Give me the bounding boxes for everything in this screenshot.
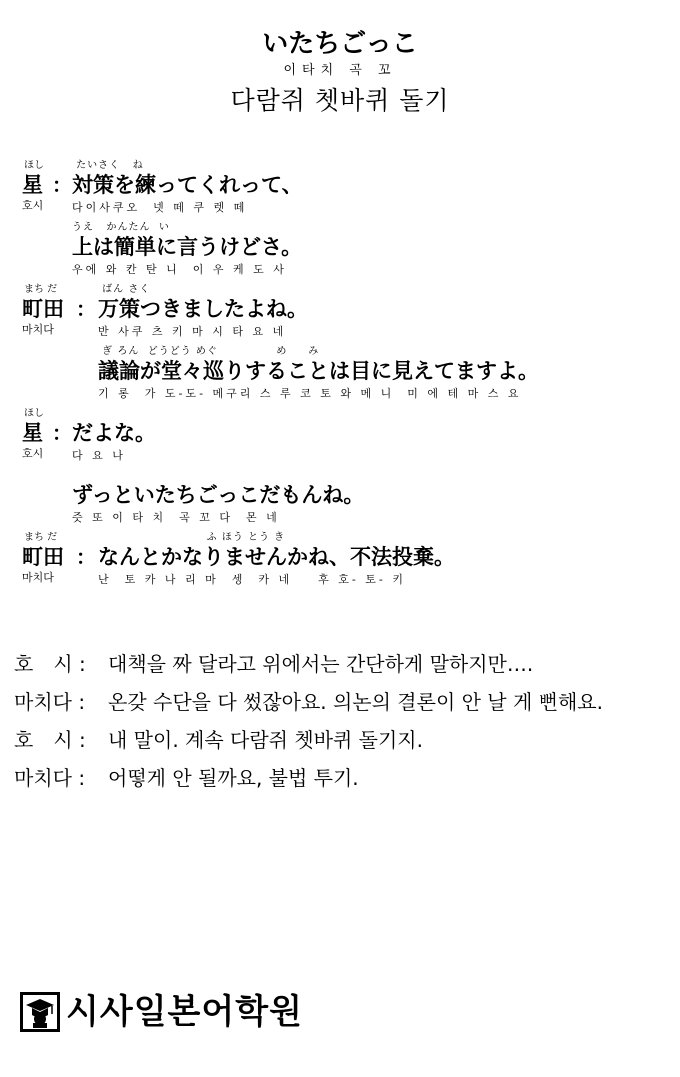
translation-line <box>14 645 670 683</box>
translation-speaker <box>14 759 108 797</box>
translation-speaker <box>14 683 108 721</box>
korean-reading: 다이사쿠오 넷 떼 쿠 렛 떼 <box>72 201 248 214</box>
speaker-ruby: ほし <box>24 160 44 171</box>
speaker-label: 호 시 <box>14 728 73 752</box>
speaker-label: 마치다 <box>14 766 72 790</box>
translation-line <box>14 721 670 759</box>
speaker-colon: ： <box>76 297 96 321</box>
speaker-colon: : <box>71 766 86 790</box>
dialog-line <box>22 408 662 470</box>
translation-speaker <box>14 645 108 683</box>
furigana <box>72 470 364 482</box>
speaker-label: 호 시 <box>14 652 73 676</box>
speaker-colon: ： <box>52 421 72 445</box>
translation-speaker <box>14 721 108 759</box>
translation-text: 온갖 수단을 다 썼잖아요. 의논의 결론이 안 날 게 뻔해요. <box>108 690 603 714</box>
dialog <box>22 160 662 594</box>
speaker-colon: : <box>72 652 86 676</box>
furigana: ふ ほう とう き <box>98 532 286 543</box>
korean-reading: 기 롱 가 도-도- 메구리 스 루 코 토 와 메 니 미 에 테 마 스 요 <box>98 387 522 400</box>
logo <box>20 988 303 1036</box>
japanese-text: 対策を練ってくれって、 <box>72 173 303 197</box>
japanese-text: だよな。 <box>72 421 156 445</box>
dialog-text <box>72 408 156 464</box>
japanese-text: ずっといたちごっこだもんね。 <box>72 483 365 507</box>
speaker-colon: : <box>71 690 86 714</box>
dialog-text <box>72 470 364 526</box>
speaker-ruby: ほし <box>24 408 44 419</box>
speaker-korean: 마치다 <box>22 571 54 584</box>
korean-reading: 난 토 카 나 리 마 셍 카 네 후 호- 토- 키 <box>98 573 407 586</box>
speaker-name: 町田 <box>22 545 64 569</box>
dialog-line <box>22 532 662 594</box>
speaker-korean: 호시 <box>22 447 44 460</box>
dialog-line <box>22 284 662 346</box>
japanese-text: なんとかなりませんかね、不法投棄。 <box>98 545 455 569</box>
dialog-text <box>72 160 303 216</box>
furigana: たいさく ね <box>72 160 144 171</box>
header <box>0 0 680 118</box>
speaker-colon: : <box>72 728 86 752</box>
japanese-text: 議論が堂々巡りすることは目に見えてますよ。 <box>98 359 539 383</box>
translation-text: 내 말이. 계속 다람쥐 쳇바퀴 돌기지. <box>108 728 423 752</box>
translation-text: 어떻게 안 될까요, 불법 투기. <box>108 766 359 790</box>
dialog-text <box>98 346 539 402</box>
speaker-ruby: まち だ <box>24 532 58 543</box>
korean-reading: 우에 와 칸 탄 니 이 우 케 도 사 <box>72 263 287 276</box>
dialog-line <box>22 346 662 408</box>
speaker-korean: 마치다 <box>22 323 54 336</box>
dialog-text <box>98 284 308 340</box>
furigana: ぎ ろん どうどう めぐ め み <box>98 346 320 357</box>
speaker-label: 마치다 <box>14 690 72 714</box>
furigana: ばん さく <box>98 284 151 295</box>
speaker-name: 星 <box>22 173 43 197</box>
speaker-ruby: まち だ <box>24 284 58 295</box>
translation-line <box>14 759 670 797</box>
dialog-line <box>22 160 662 222</box>
speaker-name: 町田 <box>22 297 64 321</box>
graduate-cap-icon <box>20 992 60 1032</box>
title-korean: 다람쥐 쳇바퀴 돌기 <box>230 86 450 115</box>
korean-reading: 반 사쿠 츠 키 마 시 타 요 네 <box>98 325 287 338</box>
speaker-colon: ： <box>76 545 96 569</box>
title-reading: 이타치 곡 꼬 <box>283 63 397 78</box>
furigana: うえ かんたん い <box>72 222 170 233</box>
speaker-korean: 호시 <box>22 199 44 212</box>
page-title: いたちごっこ <box>262 29 418 59</box>
dialog-text <box>98 532 455 588</box>
korean-reading: 즛 또 이 타 치 곡 꼬 다 몬 네 <box>72 511 280 524</box>
speaker-name: 星 <box>22 421 43 445</box>
japanese-text: 万策つきましたよね。 <box>98 297 308 321</box>
translation-line <box>14 683 670 721</box>
logo-text: 시사일본어학원 <box>66 992 303 1032</box>
dialog-line <box>22 222 662 284</box>
dialog-line <box>22 470 662 532</box>
korean-reading: 다 요 나 <box>72 449 126 462</box>
furigana <box>72 408 156 420</box>
japanese-text: 上は簡単に言うけどさ。 <box>72 235 303 259</box>
korean-translation <box>14 645 670 797</box>
translation-text: 대책을 짜 달라고 위에서는 간단하게 말하지만…. <box>108 652 534 676</box>
speaker-colon: ： <box>52 173 72 197</box>
dialog-text <box>72 222 302 278</box>
